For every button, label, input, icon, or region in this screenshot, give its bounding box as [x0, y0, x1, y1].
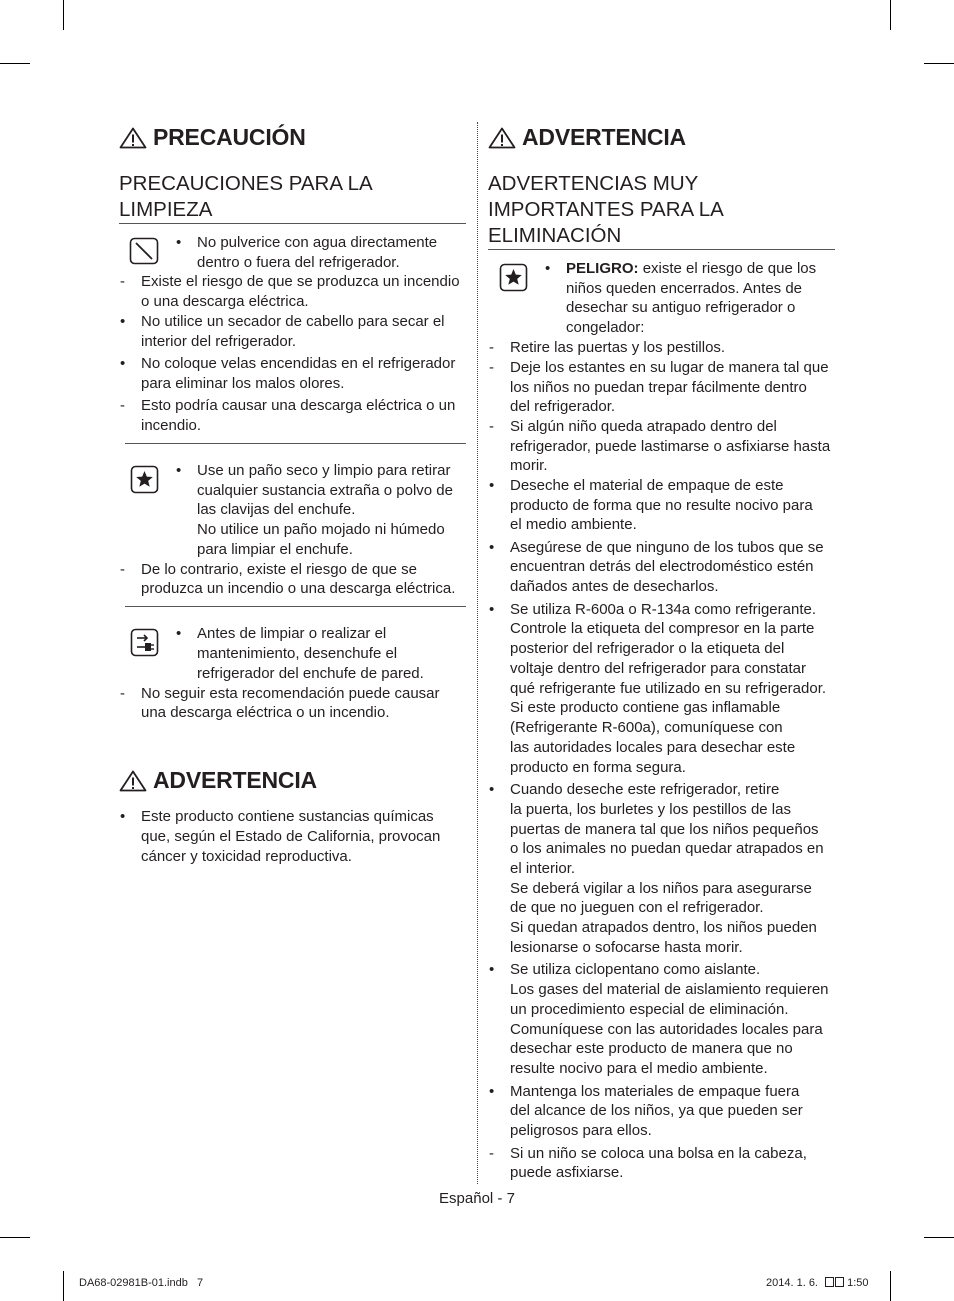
heading-rule: [119, 223, 466, 224]
bullet-marker: •: [489, 601, 495, 618]
dash-marker: -: [489, 339, 494, 356]
list-item: Si quedan atrapados dentro, los niños pueden: [510, 919, 817, 936]
list-item: No utilice un secador de cabello para secar el: [141, 313, 445, 330]
list-item: dentro o fuera del refrigerador.: [197, 254, 400, 271]
unplug-icon: [130, 628, 159, 657]
crop-mark: [63, 0, 64, 30]
list-item: mantenimiento, desenchufe el: [197, 645, 398, 662]
print-date: 2014. 1. 6.: [766, 1277, 818, 1289]
list-item: que, según el Estado de California, provocan: [141, 828, 441, 845]
dash-marker: -: [120, 397, 125, 414]
list-item: cáncer y toxicidad reproductiva.: [141, 848, 352, 865]
list-item: Use un paño seco y limpio para retirar: [197, 462, 451, 479]
disposal-heading: [488, 171, 724, 249]
list-item: puertas de manera tal que los niños pequeños: [510, 821, 819, 838]
list-item: las autoridades locales para desechar este: [510, 739, 796, 756]
bullet-marker: •: [120, 313, 126, 330]
crop-mark: [924, 1237, 954, 1238]
list-item: Asegúrese de que ninguno de los tubos que se: [510, 539, 824, 556]
list-item: dañados antes de desecharlos.: [510, 578, 719, 595]
crop-mark: [0, 1237, 30, 1238]
list-item: voltaje dentro del refrigerador para constatar: [510, 660, 807, 677]
heading-line: ELIMINACIÓN: [488, 224, 622, 247]
note-item: morir.: [510, 457, 548, 474]
bullet-marker: •: [120, 808, 126, 825]
list-item: (Refrigerante R-600a), comuníquese con: [510, 719, 783, 736]
list-item: lesionarse o sofocarse hasta morir.: [510, 939, 743, 956]
section-rule: [125, 443, 466, 444]
note-item: o una descarga eléctrica.: [141, 293, 309, 310]
note-item: Si un niño se coloca una bolsa en la cabeza,: [510, 1145, 807, 1162]
list-item: Si este producto contiene gas inflamable: [510, 699, 781, 716]
crop-mark: [0, 63, 30, 64]
list-item: congelador:: [566, 319, 645, 336]
list-item: del alcance de los niños, ya que pueden ser: [510, 1102, 803, 1119]
note-item: los niños no puedan trepar fácilmente dentro: [510, 379, 807, 396]
list-item: desechar su antiguo refrigerador o: [566, 299, 796, 316]
list-item: o los animales no puedan quedar atrapados en: [510, 840, 824, 857]
list-item: desechar este producto de manera que no: [510, 1040, 793, 1057]
star-icon: [130, 465, 159, 494]
list-item: Cuando deseche este refrigerador, retire: [510, 781, 780, 798]
no-spray-icon: [129, 237, 159, 265]
list-item: Mantenga los materiales de empaque fuera: [510, 1083, 800, 1100]
list-item: posterior del refrigerador o la etiqueta del: [510, 640, 785, 657]
list-item: Este producto contiene sustancias químicas: [141, 808, 434, 825]
heading-line: PRECAUCIONES PARA LA: [119, 172, 373, 195]
warning-title: [119, 767, 317, 794]
crop-mark: [890, 0, 891, 30]
column-divider: [477, 122, 478, 1184]
note-item: una descarga eléctrica o un incendio.: [141, 704, 390, 721]
note-item: del refrigerador.: [510, 398, 616, 415]
bullet-marker: •: [120, 355, 126, 372]
note-item: Si algún niño queda atrapado dentro del: [510, 418, 777, 435]
warning-title: [488, 124, 686, 151]
list-item: Los gases del material de aislamiento requieren: [510, 981, 829, 998]
warning-triangle-icon: [119, 770, 147, 792]
dash-marker: -: [120, 273, 125, 290]
list-item: qué refrigerante fue utilizado en su refrigerador.: [510, 680, 827, 697]
bullet-marker: •: [489, 1083, 495, 1100]
list-item: Comuníquese con las autoridades locales para: [510, 1021, 823, 1038]
crop-mark: [63, 1271, 64, 1301]
danger-label: PELIGRO:: [566, 260, 639, 277]
list-item: para limpiar el enchufe.: [197, 541, 353, 558]
bullet-marker: •: [489, 961, 495, 978]
print-time: 1:50: [847, 1277, 869, 1289]
page-number: Español - 7: [439, 1190, 515, 1207]
bullet-marker: •: [489, 539, 495, 556]
star-icon: [499, 263, 528, 292]
cleaning-heading: [119, 171, 373, 223]
note-item: Esto podría causar una descarga eléctrica o un: [141, 397, 456, 414]
missing-glyph-icon: [825, 1277, 834, 1287]
print-timestamp: [766, 1277, 869, 1289]
list-item: un procedimiento especial de eliminación.: [510, 1001, 789, 1018]
dash-marker: -: [120, 561, 125, 578]
note-item: Deje los estantes en su lugar de manera tal que: [510, 359, 829, 376]
list-item: refrigerador del enchufe de pared.: [197, 665, 424, 682]
list-item: No utilice un paño mojado ni húmedo: [197, 521, 445, 538]
note-item: No seguir esta recomendación puede causar: [141, 685, 440, 702]
dash-marker: -: [489, 359, 494, 376]
caution-title: [119, 124, 306, 151]
list-item: el medio ambiente.: [510, 516, 637, 533]
bullet-marker: •: [545, 260, 551, 277]
note-item: refrigerador, puede lastimarse o asfixiarse hasta: [510, 438, 831, 455]
bullet-marker: •: [176, 234, 182, 251]
note-item: Retire las puertas y los pestillos.: [510, 339, 726, 356]
crop-mark: [890, 1271, 891, 1301]
list-item: las clavijas del enchufe.: [197, 501, 356, 518]
list-item: No coloque velas encendidas en el refrigerador: [141, 355, 456, 372]
note-item: incendio.: [141, 417, 202, 434]
list-item: el interior.: [510, 860, 576, 877]
bullet-marker: •: [176, 625, 182, 642]
bullet-marker: •: [489, 477, 495, 494]
dash-marker: -: [489, 418, 494, 435]
list-item: Deseche el material de empaque de este: [510, 477, 784, 494]
list-item: producto en forma segura.: [510, 759, 686, 776]
list-item: Se utiliza ciclopentano como aislante.: [510, 961, 761, 978]
warning-title-text: ADVERTENCIA: [153, 767, 317, 793]
list-item: No pulverice con agua directamente: [197, 234, 438, 251]
missing-glyph-icon: [835, 1277, 844, 1287]
file-name: DA68-02981B-01.indb 7: [79, 1277, 204, 1289]
heading-line: LIMPIEZA: [119, 198, 213, 221]
list-item: interior del refrigerador.: [141, 333, 297, 350]
list-item: de que no jueguen con el refrigerador.: [510, 899, 764, 916]
bullet-marker: •: [489, 781, 495, 798]
warning-triangle-icon: [488, 127, 516, 149]
list-item: peligrosos para ellos.: [510, 1122, 652, 1139]
crop-mark: [924, 63, 954, 64]
warning-title-text: ADVERTENCIA: [522, 124, 686, 150]
list-item: Antes de limpiar o realizar el: [197, 625, 387, 642]
list-item: encuentran detrás del electrodoméstico estén: [510, 558, 814, 575]
list-item: niños queden encerrados. Antes de: [566, 280, 803, 297]
note-item: De lo contrario, existe el riesgo de que se: [141, 561, 417, 578]
warning-triangle-icon: [119, 127, 147, 149]
caution-title-text: PRECAUCIÓN: [153, 124, 306, 150]
section-rule: [125, 606, 466, 607]
list-item: producto de forma que no resulte nocivo para: [510, 497, 813, 514]
note-item: puede asfixiarse.: [510, 1164, 624, 1181]
heading-rule: [488, 249, 835, 250]
list-item: Se deberá vigilar a los niños para asegurarse: [510, 880, 812, 897]
heading-line: ADVERTENCIAS MUY: [488, 172, 699, 195]
bullet-marker: •: [176, 462, 182, 479]
list-item: para eliminar los malos olores.: [141, 375, 345, 392]
note-item: produzca un incendio o una descarga eléctrica.: [141, 580, 456, 597]
note-item: Existe el riesgo de que se produzca un incendio: [141, 273, 460, 290]
list-item: Controle la etiqueta del compresor en la parte: [510, 620, 815, 637]
dash-marker: -: [489, 1145, 494, 1162]
list-item: la puerta, los burletes y los pestillos de las: [510, 801, 791, 818]
list-item: resulte nocivo para el medio ambiente.: [510, 1060, 768, 1077]
list-item: cualquier sustancia extraña o polvo de: [197, 482, 453, 499]
danger-line: [566, 259, 816, 279]
danger-text: existe el riesgo de que los: [642, 260, 817, 277]
heading-line: IMPORTANTES PARA LA: [488, 198, 724, 221]
list-item: Se utiliza R-600a o R-134a como refrigerante.: [510, 601, 816, 618]
dash-marker: -: [120, 685, 125, 702]
